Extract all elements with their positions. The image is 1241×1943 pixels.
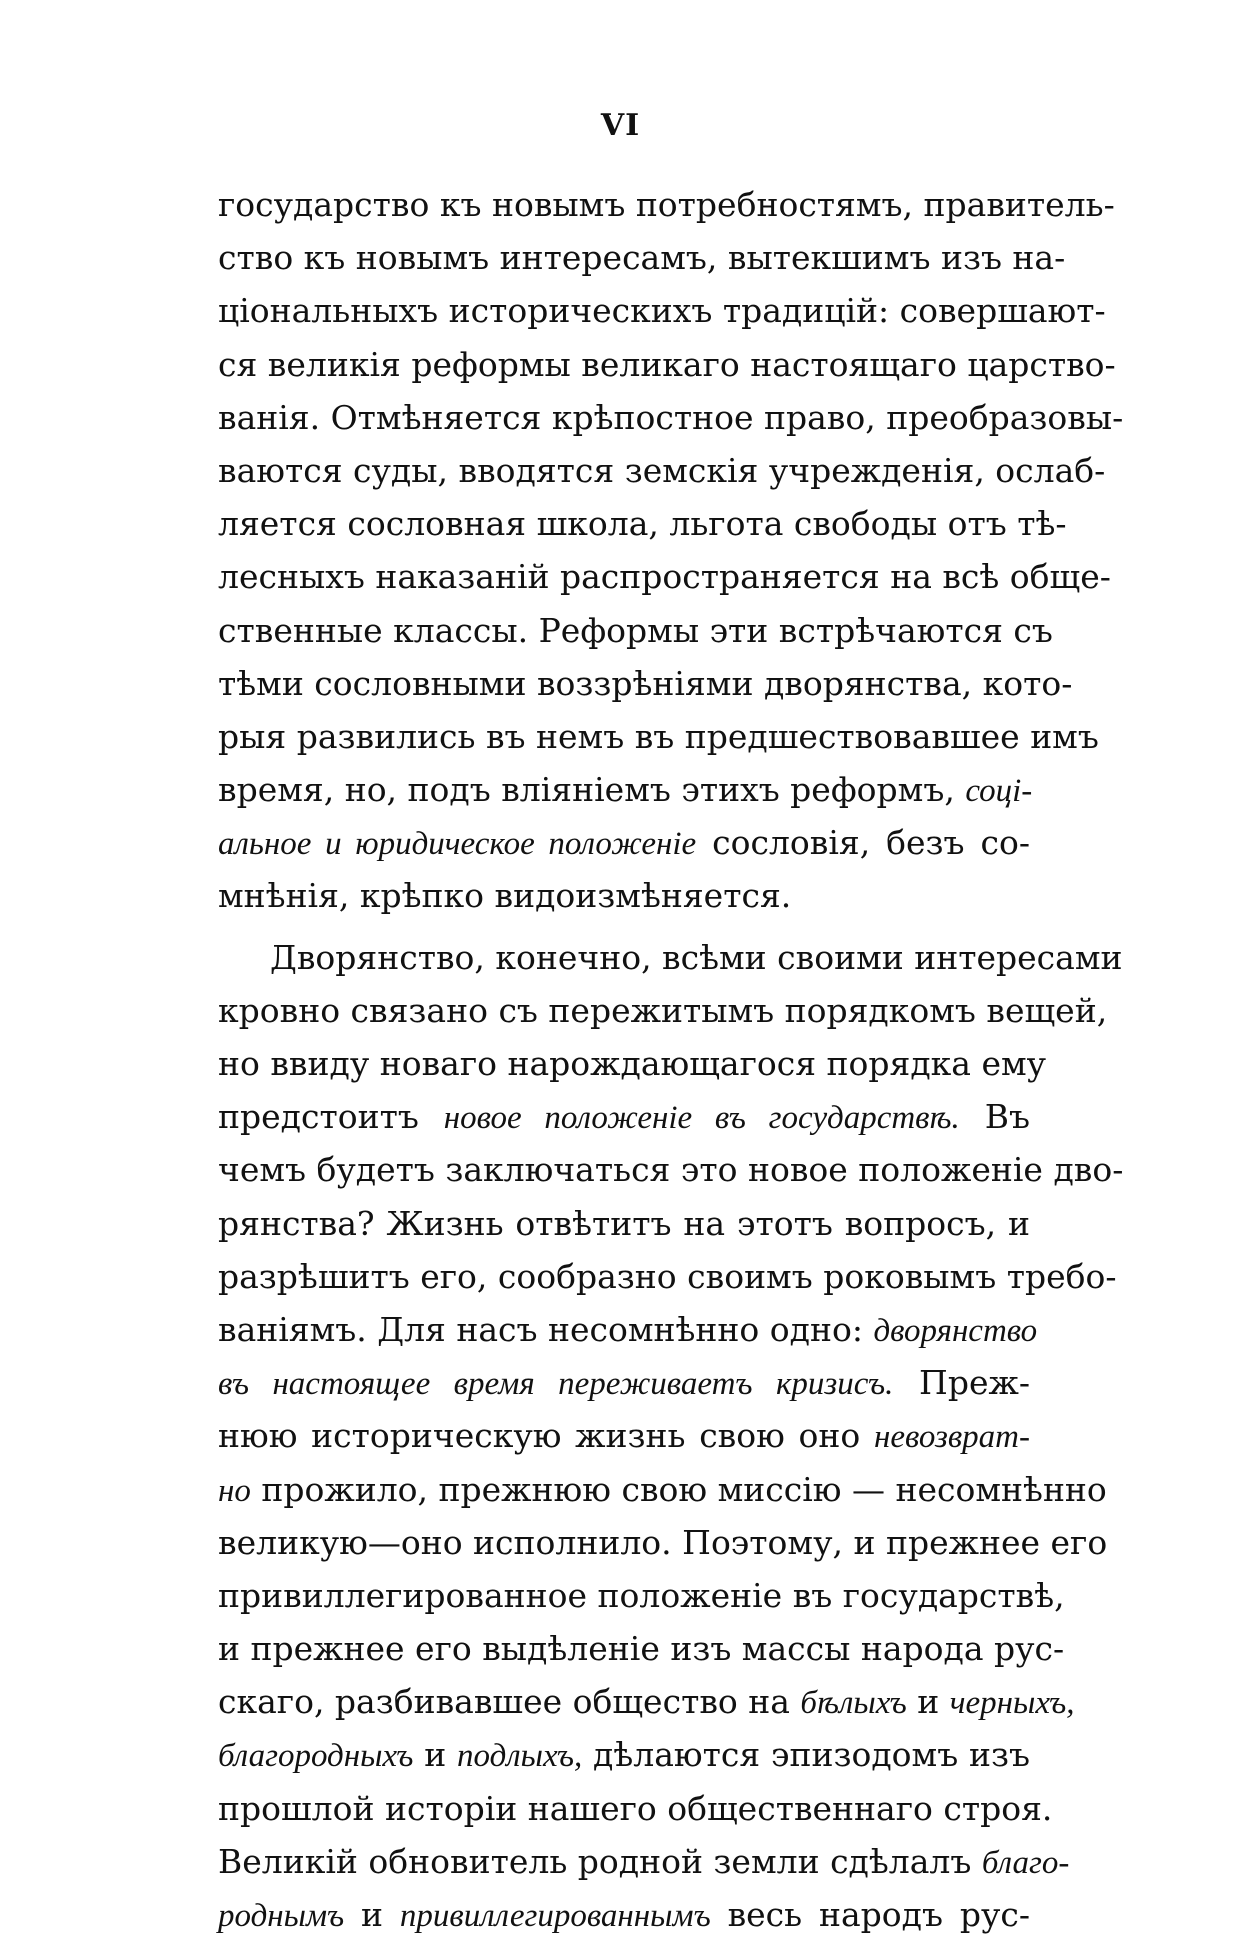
text-line bbox=[218, 657, 1073, 710]
text-run: ціональныхъ историческихъ традицій: совершают- bbox=[218, 291, 1106, 331]
text-run: и прежнее его выдѣленіе изъ массы народа рус- bbox=[218, 1629, 1065, 1669]
text-run: ваніямъ. Для насъ несомнѣнно одно: bbox=[218, 1309, 874, 1349]
text-line bbox=[218, 1197, 1030, 1250]
text-run: ство къ новымъ интересамъ, вытекшимъ изъ на- bbox=[218, 238, 1066, 278]
italic-text: альное и юридическое положеніе bbox=[218, 826, 697, 863]
text-line bbox=[218, 1782, 1053, 1835]
text-run: тѣми сословными воззрѣніями дворянства, кото- bbox=[218, 663, 1073, 703]
italic-text: новое положеніе въ государствѣ. bbox=[443, 1100, 960, 1137]
text-run: прошлой исторіи нашего общественнаго строя. bbox=[218, 1788, 1053, 1828]
italic-text: благо- bbox=[981, 1844, 1070, 1881]
page-number: VI bbox=[600, 108, 641, 143]
text-line bbox=[218, 444, 1106, 497]
text-line bbox=[218, 497, 1067, 550]
text-run: и bbox=[906, 1682, 950, 1722]
text-run: привиллегированное положеніе въ государствѣ, bbox=[218, 1575, 1065, 1615]
text-run: Въ bbox=[959, 1097, 1030, 1137]
italic-text: невозврат- bbox=[874, 1419, 1030, 1456]
text-run: Дворянство, конечно, всѣми своими интересами bbox=[270, 937, 1123, 977]
text-line bbox=[218, 231, 1066, 284]
text-run: время, но, подъ вліяніемъ этихъ реформъ, bbox=[218, 770, 966, 810]
italic-text: въ настоящее время переживаетъ кризисъ. bbox=[218, 1366, 894, 1403]
italic-text: роднымъ bbox=[218, 1898, 345, 1934]
text-run: ванія. Отмѣняется крѣпостное право, преобразовы- bbox=[218, 397, 1124, 437]
text-run: ся великія реформы великаго настоящаго царство- bbox=[218, 344, 1116, 384]
text-run: ственные классы. Реформы эти встрѣчаются съ bbox=[218, 610, 1053, 650]
text-line bbox=[218, 1250, 1117, 1303]
text-run: Великій обновитель родной земли сдѣлалъ bbox=[218, 1841, 982, 1881]
italic-text: черныхъ, bbox=[949, 1685, 1075, 1722]
text-run: ваются суды, вводятся земскія учрежденія, ослаб- bbox=[218, 450, 1106, 490]
text-run: лесныхъ наказаній распространяется на всѣ обще- bbox=[218, 557, 1111, 597]
text-line bbox=[218, 178, 1115, 231]
text-run: весь народъ рус- bbox=[710, 1895, 1030, 1934]
text-line bbox=[218, 1356, 1030, 1409]
text-line bbox=[218, 1303, 1038, 1356]
text-line bbox=[218, 284, 1106, 337]
text-line bbox=[218, 1622, 1065, 1675]
italic-text: благородныхъ bbox=[218, 1738, 414, 1775]
text-line bbox=[218, 1728, 1030, 1781]
italic-text: но bbox=[218, 1472, 251, 1509]
italic-text: бѣлыхъ bbox=[800, 1685, 907, 1722]
text-run: ляется сословная школа, льгота свободы отъ тѣ- bbox=[218, 504, 1067, 544]
text-line bbox=[218, 1409, 1030, 1462]
text-run: скаго, разбивавшее общество на bbox=[218, 1682, 801, 1722]
text-line bbox=[218, 816, 1030, 869]
text-run: прожило, прежнюю свою миссію — несомнѣнно bbox=[250, 1469, 1107, 1509]
text-run: рянства? Жизнь отвѣтитъ на этотъ вопросъ, и bbox=[218, 1203, 1030, 1243]
text-run: кровно связано съ пережитымъ порядкомъ вещей, bbox=[218, 990, 1108, 1030]
text-line bbox=[218, 1090, 1030, 1143]
text-run: но ввиду новаго нарождающагося порядка ему bbox=[218, 1044, 1047, 1083]
paragraph-gap bbox=[218, 923, 1030, 931]
text-line bbox=[218, 604, 1053, 657]
text-line bbox=[218, 550, 1111, 603]
text-line bbox=[218, 869, 1030, 922]
text-run: и bbox=[344, 1895, 400, 1934]
text-run: рыя развились въ немъ въ предшествовавшее имъ bbox=[218, 716, 1099, 756]
text-line bbox=[218, 1835, 1070, 1888]
body-text bbox=[218, 178, 1124, 1941]
text-run: предстоитъ bbox=[218, 1097, 444, 1137]
text-run: мнѣнія, крѣпко видоизмѣняется. bbox=[218, 876, 792, 916]
text-line bbox=[218, 1037, 1047, 1090]
text-line bbox=[218, 931, 1123, 984]
text-run: чемъ будетъ заключаться это новое положеніе дво- bbox=[218, 1150, 1124, 1190]
text-line bbox=[218, 984, 1108, 1037]
italic-text: дворянство bbox=[873, 1312, 1038, 1349]
text-line bbox=[218, 1888, 1030, 1941]
text-run: государство къ новымъ потребностямъ, правитель- bbox=[218, 185, 1115, 224]
italic-text: привиллегированнымъ bbox=[399, 1898, 711, 1934]
text-run: дѣлаются эпизодомъ изъ bbox=[582, 1735, 1030, 1775]
text-line bbox=[218, 763, 1033, 816]
text-line bbox=[218, 391, 1124, 444]
text-line bbox=[218, 710, 1099, 763]
text-line bbox=[218, 1675, 1075, 1728]
text-run: Преж- bbox=[893, 1363, 1030, 1403]
text-line bbox=[218, 1143, 1124, 1196]
italic-text: соці- bbox=[965, 773, 1033, 810]
text-run: и bbox=[413, 1735, 458, 1775]
text-run: разрѣшитъ его, сообразно своимъ роковымъ требо- bbox=[218, 1256, 1117, 1296]
text-run: великую—оно исполнило. Поэтому, и прежнее его bbox=[218, 1522, 1108, 1562]
text-line bbox=[218, 338, 1116, 391]
text-run: нюю историческую жизнь свою оно bbox=[218, 1416, 874, 1456]
italic-text: подлыхъ, bbox=[457, 1738, 583, 1775]
text-line bbox=[218, 1463, 1107, 1516]
text-line bbox=[218, 1569, 1065, 1622]
text-line bbox=[218, 1516, 1108, 1569]
text-run: сословія, безъ со- bbox=[696, 823, 1030, 863]
